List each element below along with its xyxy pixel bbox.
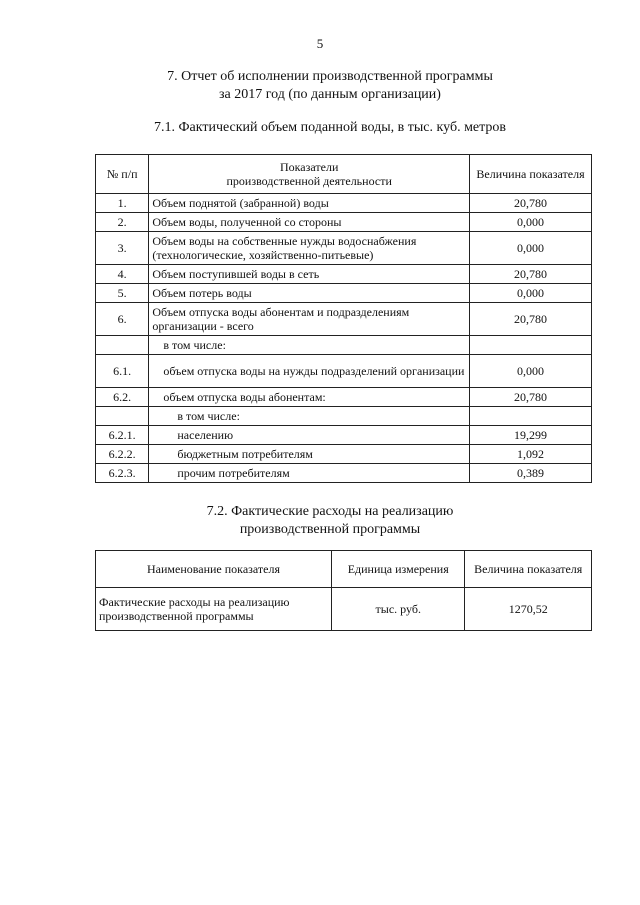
table-header-row — [96, 155, 592, 194]
row-name: Объем поднятой (забранной) воды — [149, 194, 470, 213]
expenses-table — [95, 550, 592, 631]
table-row — [96, 588, 592, 631]
row-name: объем отпуска воды на нужды подразделений организации — [149, 355, 470, 388]
header-indicator-line1: Показатели — [279, 160, 339, 174]
row-value: 0,000 — [470, 213, 592, 232]
table-header-row — [96, 551, 592, 588]
row-value: 19,299 — [470, 426, 592, 445]
table-row — [96, 303, 592, 336]
header-num: № п/п — [96, 155, 149, 194]
row-name: в том числе: — [149, 336, 470, 355]
subsection2-title-line1: 7.2. Фактические расходы на реализацию — [206, 504, 454, 519]
row-name: прочим потребителям — [149, 464, 470, 483]
row-num: 4. — [96, 265, 149, 284]
table-row — [96, 232, 592, 265]
water-volume-table — [95, 154, 592, 483]
row-name: бюджетным потребителям — [149, 445, 470, 464]
row-value: 20,780 — [470, 194, 592, 213]
table-row — [96, 445, 592, 464]
page-number: 5 — [316, 36, 324, 51]
table-row — [96, 194, 592, 213]
row-num: 5. — [96, 284, 149, 303]
row-name: объем отпуска воды абонентам: — [149, 388, 470, 407]
row-name: населению — [149, 426, 470, 445]
header-indicator-line2: производственной деятельности — [226, 174, 392, 188]
row-name: Объем отпуска воды абонентам и подразделениям организации - всего — [149, 303, 470, 336]
section-title-line2: за 2017 год (по данным организации) — [219, 87, 441, 102]
row-num: 6. — [96, 303, 149, 336]
header-name: Наименование показателя — [96, 551, 332, 588]
row-name: Фактические расходы на реализацию производственной программы — [96, 588, 332, 631]
row-value: 0,389 — [470, 464, 592, 483]
row-num: 6.2.1. — [96, 426, 149, 445]
row-value — [470, 336, 592, 355]
row-name: Объем воды, полученной со стороны — [149, 213, 470, 232]
row-value: 1270,52 — [465, 588, 592, 631]
subsection-title-water-volume: 7.1. Фактический объем поданной воды, в тыс. куб. метров — [153, 120, 507, 135]
header-indicator — [149, 155, 470, 194]
section-title — [60, 68, 600, 104]
table-row — [96, 355, 592, 388]
table-row — [96, 407, 592, 426]
table-row — [96, 213, 592, 232]
row-name: Объем потерь воды — [149, 284, 470, 303]
table-row — [96, 284, 592, 303]
section-title-line1: 7. Отчет об исполнении производственной программы — [167, 69, 493, 84]
row-num: 6.1. — [96, 355, 149, 388]
row-name: в том числе: — [149, 407, 470, 426]
row-value: 20,780 — [470, 265, 592, 284]
row-unit: тыс. руб. — [332, 588, 465, 631]
table-row — [96, 265, 592, 284]
row-num: 2. — [96, 213, 149, 232]
row-num: 6.2.2. — [96, 445, 149, 464]
row-name: Объем воды на собственные нужды водоснабжения (технологические, хозяйственно-питьевые) — [149, 232, 470, 265]
row-name: Объем поступившей воды в сеть — [149, 265, 470, 284]
table-row — [96, 336, 592, 355]
table-row — [96, 388, 592, 407]
row-value: 0,000 — [470, 284, 592, 303]
table-row — [96, 464, 592, 483]
row-num: 1. — [96, 194, 149, 213]
row-num — [96, 407, 149, 426]
row-value: 0,000 — [470, 232, 592, 265]
subsection2-title-line2: производственной программы — [239, 522, 421, 537]
row-value — [470, 407, 592, 426]
row-value: 1,092 — [470, 445, 592, 464]
header-unit: Единица измерения — [332, 551, 465, 588]
row-num: 3. — [96, 232, 149, 265]
row-value: 0,000 — [470, 355, 592, 388]
row-num — [96, 336, 149, 355]
row-num: 6.2.3. — [96, 464, 149, 483]
header-value: Величина показателя — [470, 155, 592, 194]
row-num: 6.2. — [96, 388, 149, 407]
header-value: Величина показателя — [465, 551, 592, 588]
row-value: 20,780 — [470, 303, 592, 336]
table-row — [96, 426, 592, 445]
subsection-title-expenses — [60, 503, 600, 539]
row-value: 20,780 — [470, 388, 592, 407]
